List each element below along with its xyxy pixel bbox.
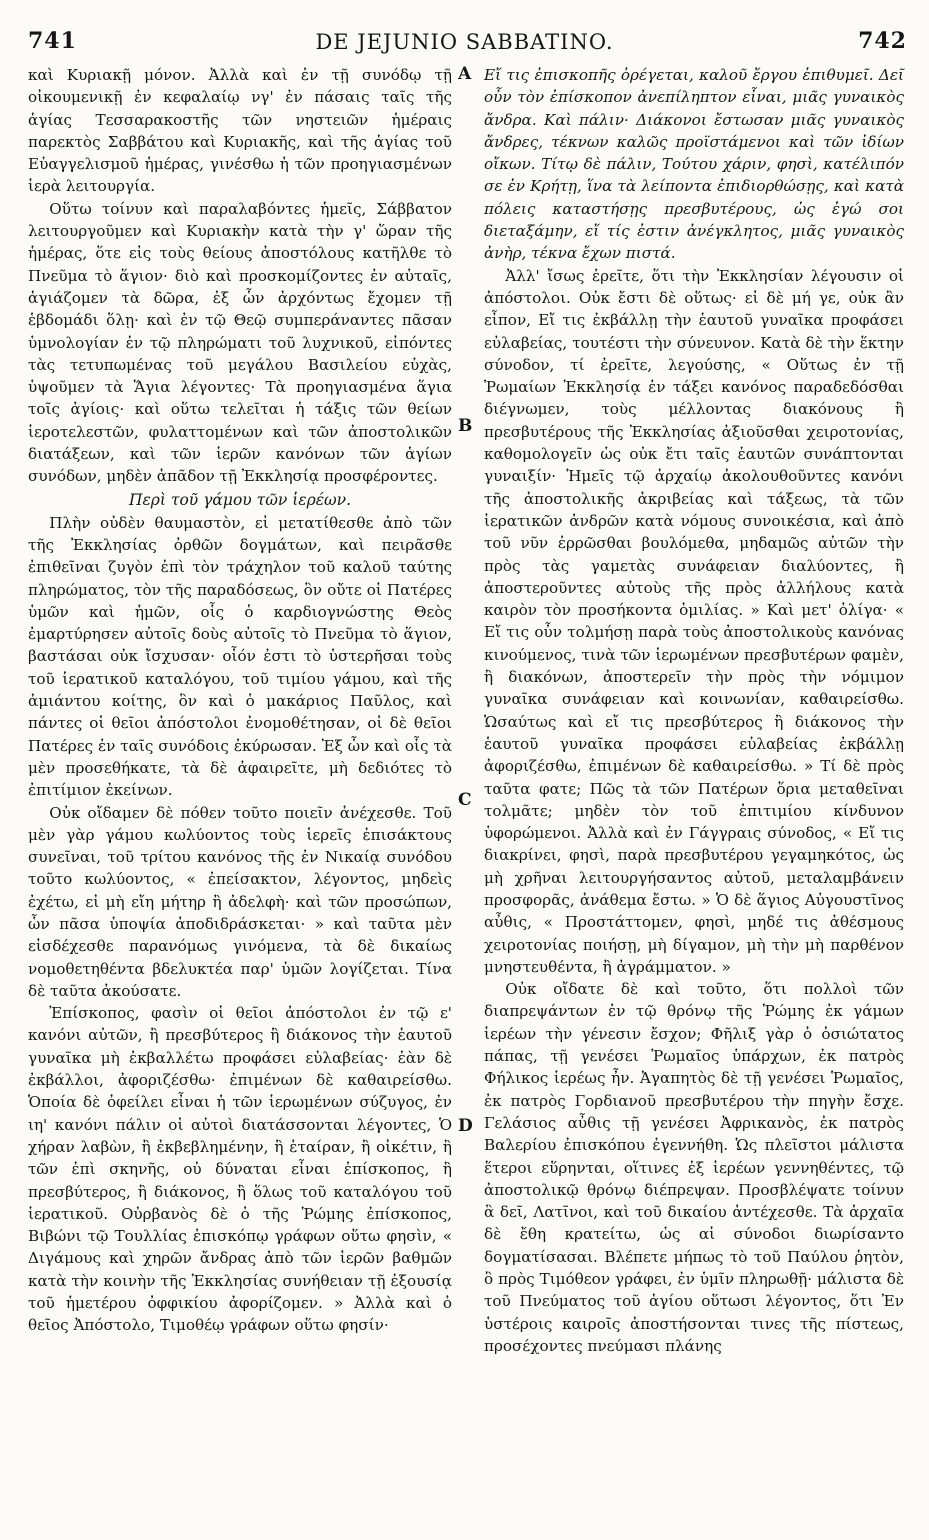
paragraph: Οὐκ οἴδαμεν δὲ πόθεν τοῦτο ποιεῖν ἀνέχεσθε. Τοῦ μὲν γὰρ γάμου κωλύοντος τοὺς ἱερεῖς ἐπισάκτους συνεῖναι, τοῦ τρίτου κανόνος τῆς ἐν Νικαίᾳ συνόδου τοῦτο κωλύοντος, « ἐπείσακτον, λέγοντος, μηδεὶς ἐχέτω, εἰ μὴ εἴη μήτηρ ἢ ἀδελφὴ· καὶ τῶν προσώπων, ὧν πᾶσα ὑποψία ἀποδιδράσκεται· » καὶ ταῦτα μὲν εἰσδέχεσθε παρανόμως γινόμενα, τὰ δὲ δικαίως νομοθετηθέντα βδελυκτέα παρ' ὑμῶν λογίζεται. Τίνα δὲ ταῦτα ἀκούσατε. [28,803,452,1000]
running-title: DE JEJUNIO SABBATINO. [315,30,614,54]
paragraph: Οὐκ οἴδατε δὲ καὶ τοῦτο, ὅτι πολλοὶ τῶν διαπρεψάντων ἐν τῷ θρόνῳ τῆς Ῥώμης ἐκ γάμων ἱερέων τὴν γένεσιν ἔσχον; Φῆλιξ γὰρ ὁ ὁσιώτατος πάπας, τῇ γενέσει Ῥωμαῖος ὑπάρχων, ἐκ πατρὸς Φήλικος ἱερέως ἦν. Ἀγαπητὸς δὲ τῇ γενέσει Ῥωμαῖος, ἐκ πατρὸς Γορδιανοῦ πρεσβυτέρου τὴν πηγὴν ἔσχε. Γελάσιος αὖθις τῇ γενέσει Ἀφρικανὸς, ἐκ πατρὸς Βαλερίου ἐπισκόπου ἐγεννήθη. Ὡς πλεῖστοι μάλιστα ἕτεροι εὕρηνται, οἵτινες ἐξ ἱερέων γεννηθέντες, τῷ ἀποστολικῷ θρόνῳ διέπρεψαν. Προσβλέψατε τοίνυν ἃ δεῖ, Λατῖνοι, καὶ τοῦ δικαίου ἀντέχεσθε. Τὰ ἀρχαῖα δὲ ἔθη κρατείτω, ὡς αἱ σύνοδοι διωρίσαντο δογματίσασαι. Βλέπετε μήπως τὸ τοῦ Παύλου ῥητὸν, ὃ πρὸς Τιμόθεον γράφει, ἐν ὑμῖν πληρωθῇ· μάλιστα δὲ τοῦ Πνεύματος τοῦ ἁγίου οὕτωσι λέγοντος, ὅτι Ἐν ὑστέροις καιροῖς ἀποστήσονται τινες τῆς πίστεως, προσέχοντες πνεύμασι πλάνης [484,980,904,1355]
left-column [28,64,452,1337]
margin-marker-d: D [458,1116,473,1136]
paragraph: Ἐπίσκοπος, φασὶν οἱ θεῖοι ἀπόστολοι ἐν τῷ ε' κανόνι αὐτῶν, ἢ πρεσβύτερος ἢ διάκονος τὴν ἑαυτοῦ γυναῖκα μὴ ἐκβαλλέτω προφάσει εὐλαβείας· ἐὰν δὲ ἐκβάλλοι, ἀφοριζέσθω· ἐπιμένων δὲ καθαιρείσθω. Ὁποία δὲ ὀφείλει εἶναι ἡ τῶν ἱερωμένων σύζυγος, ἐν ιη' κανόνι πάλιν οἱ αὐτοὶ διατάσσονται λέγοντες, Ὁ χήραν λαβὼν, ἢ ἐκβεβλημένην, ἢ ἑταίραν, ἢ οἰκέτιν, ἢ τῶν ἐπὶ σκηνῆς, οὐ δύναται εἶναι ἐπίσκοπος, ἢ πρεσβύτερος, ἢ διάκονος, ἢ ὅλως τοῦ καταλόγου τοῦ ἱερατικοῦ. Οὐρβανὸς δὲ ὁ τῆς Ῥώμης ἐπίσκοπος, Βιβώνι τῷ Τουλλίας ἐπισκόπῳ γράφων οὕτω φησὶν, « Διγάμους καὶ χηρῶν ἄνδρας ἀπὸ τῶν ἱερῶν βαθμῶν κατὰ τὴν κοινὴν τῆς Ἐκκλησίας συνήθειαν τῇ ἐξουσίᾳ τοῦ ἡμετέρου ὀφφικίου ἀφορίζομεν. » Ἀλλὰ καὶ ὁ θεῖος Ἀπόστολο, Τιμοθέῳ γράφων οὕτω φησίν· [28,1004,452,1335]
paragraph: Εἴ τις ἐπισκοπῆς ὀρέγεται, καλοῦ ἔργου ἐπιθυμεῖ. Δεῖ οὖν τὸν ἐπίσκοπον ἀνεπίληπτον εἶναι, μιᾶς γυναικὸς ἄνδρα. Καὶ πάλιν· Διάκονοι ἔστωσαν μιᾶς γυναικὸς ἄνδρες, τέκνων καλῶς προϊστάμενοι καὶ τῶν ἰδίων οἴκων. Τίτῳ δὲ πάλιν, Τούτου χάριν, φησὶ, κατέλιπόν σε ἐν Κρήτῃ, ἵνα τὰ λείποντα ἐπιδιορθώσῃς, καὶ κατὰ πόλεις καταστήσῃς πρεσβυτέρους, ὡς ἐγώ σοι διεταξάμην, εἴ τίς ἐστιν ἀνέγκλητος, μιᾶς γυναικὸς ἀνὴρ, τέκνα ἔχων πιστά. [484,66,904,263]
paragraph: Οὕτω τοίνυν καὶ παραλαβόντες ἡμεῖς, Σάββατον λειτουργοῦμεν καὶ Κυριακὴν κατὰ τὴν γ' ὥραν τῆς ἡμέρας, ὅτε εἰς τοὺς θείους ἀποστόλους κατῆλθε τὸ Πνεῦμα τὸ ἅγιον· διὸ καὶ προσκομίζοντες ἐν αὐταῖς, ἁγιάζομεν τὰ δῶρα, ἐξ ὧν ἀρχόντως ἔχομεν τῇ ἑβδομάδι ὅλῃ· καὶ ἐν τῷ Θεῷ συμπεράναντες πᾶσαν ὑμνολογίαν ἐν τῷ πληρώματι τοῦ λυχνικοῦ, εἰπόντες τὰς τετυπωμένας τοῦ μεγάλου Βασιλείου εὐχὰς, ὑψοῦμεν τὰ Ἅγια λέγοντες· Τὰ προηγιασμένα ἅγια τοῖς ἁγίοις· καὶ οὕτω τελεῖται ἡ τάξις τῶν θείων ἱεροτελεστῶν, φυλαττομένων καὶ τῶν ἀποστολικῶν διατάξεων, καὶ τῶν ἱερῶν κανόνων τῶν ἁγίων συνόδων, μηδὲν ἀπᾶδον τῇ Ἐκκλησίᾳ προσφέροντες. [28,199,452,486]
margin-marker-b: B [458,416,473,436]
margin-marker-c: C [458,790,472,810]
paragraph: Πλὴν οὐδὲν θαυμαστὸν, εἰ μετατίθεσθε ἀπὸ τῶν τῆς Ἐκκλησίας ὀρθῶν δογμάτων, καὶ πειρᾶσθε ἐπιθεῖναι ζυγὸν ἐπὶ τὸν τράχηλον τοῦ καλοῦ ταύτης πληρώματος, τὸν τῆς παραδόσεως, ὃν οὔτε οἱ Πατέρες ὑμῶν καὶ ἡμῶν, οἷς ὁ καρδιογνώστης Θεὸς ἐμαρτύρησεν αὐτοῖς δοὺς αὐτοῖς τὸ Πνεῦμα τὸ ἅγιον, βαστάσαι οὐκ ἴσχυσαν· οἷόν ἐστι τὸ ὑστερῆσαι τοὺς τοῦ ἱερατικοῦ καταλόγου, τοῦ τιμίου γάμου, καὶ τῆς ἀμιάντου κοίτης, ὃν καὶ ὁ μακάριος Παῦλος, καὶ πάντες οἱ θεῖοι ἀπόστολοι ἐνομοθέτησαν, οἱ δὲ θεῖοι Πατέρες ἐν ταῖς συνόδοις ἐκύρωσαν. Ἐξ ὧν καὶ οἷς τὰ μὲν προσεθήκατε, τὰ δὲ ἀφαιρεῖτε, μὴ δεδιότες τὸ ἐπιτίμιον ἐκείνων. [28,513,452,800]
paragraph: καὶ Κυριακῇ μόνον. Ἀλλὰ καὶ ἐν τῇ συνόδῳ τῇ οἰκουμενικῇ ἐν κεφαλαίῳ νγ' ἐν πάσαις ταῖς τῆς ἁγίας Τεσσαρακοστῆς τῶν νηστειῶν ἡμέραις παρεκτὸς Σαββάτου καὶ Κυριακῆς, καὶ τῆς ἁγίας τοῦ Εὐαγγελισμοῦ ἡμέρας, γινέσθω ἡ τῶν προηγιασμένων ἱερὰ λειτουργία. [28,66,452,196]
section-heading: Περὶ τοῦ γάμου τῶν ἱερέων. [128,490,352,509]
margin-marker-a: A [458,64,472,84]
right-column [484,64,904,1357]
page-header [0,28,929,62]
paragraph: Ἀλλ' ἴσως ἐρεῖτε, ὅτι τὴν Ἐκκλησίαν λέγουσιν οἱ ἀπόστολοι. Οὐκ ἔστι δὲ οὕτως· εἰ δὲ μή γε, οὐκ ἂν εἶπον, Εἴ τις ἐκβάλλῃ τὴν ἑαυτοῦ γυναῖκα προφάσει εὐλαβείας, τουτέστι τὴν σύνευνον. Κατὰ δὲ τὴν ἕκτην σύνοδον, τί ἐρεῖτε, λεγούσης, « Οὕτως ἐν τῇ Ῥωμαίων Ἐκκλησίᾳ ἐν τάξει κανόνος παραδεδόσθαι διέγνωμεν, τοὺς μέλλοντας διακόνους ἢ πρεσβυτέρους τῆς Ἐκκλησίας ἀξιοῦσθαι χειροτονίας, καθομολογεῖν ὡς οὐκ ἔτι ταῖς ἑαυτῶν συνάπτονται γυναιξίν· Ἡμεῖς τῷ ἀρχαίῳ ἀκολουθοῦντες κανόνι τῆς ἀποστολικῆς ἀκριβείας καὶ τάξεως, τὰ τῶν ἱερατικῶν ἀνδρῶν κατὰ νόμους συνοικέσια, καὶ ἀπὸ τοῦ νῦν ἐρρῶσθαι βουλόμεθα, μηδαμῶς αὐτῶν τὴν πρὸς τὰς γαμετὰς συνάφειαν διαλύοντες, ἢ ἀποστεροῦντες αὐτοὺς τῆς πρὸς ἀλλήλους κατὰ καιρὸν τὸν προσήκοντα ὁμιλίας. » Καὶ μετ' ὀλίγα· « Εἴ τις οὖν τολμήσῃ παρὰ τοὺς ἀποστολικοὺς κανόνας κινούμενος, τινὰ τῶν ἱερωμένων πρεσβυτέρων φαμὲν, ἢ διακόνων, ἀποστερεῖν τὴν πρὸς τὴν νόμιμον γυναῖκα συνάφειαν καὶ κοινωνίαν, καθαιρείσθω. Ὡσαύτως καὶ εἴ τις πρεσβύτερος ἢ διάκονος τὴν ἑαυτοῦ γυναῖκα προφάσει εὐλαβείας ἐκβάλλῃ ἀφοριζέσθω, ἐπιμένων δὲ καθαιρείσθω. » Τί δὲ πρὸς ταῦτα φατε; Πῶς τὰ τῶν Πατέρων ὅρια μεταθεῖναι τολμᾶτε; μηδὲν τὸν τοῦ ἐπιτιμίου κίνδυνον ὑφορώμενοι. Ἀλλὰ καὶ ἐν Γάγγραις σύνοδος, « Εἴ τις διακρίνει, φησὶ, παρὰ πρεσβυτέρου γεγαμηκότος, ὡς μὴ χρῆναι λειτουργήσαντος αὐτοῦ, μεταλαμβάνειν προσφορᾶς, ἀνάθεμα ἔστω. » Ὁ δὲ ἅγιος Αὐγουστῖνος αὖθις, « Προστάττομεν, φησὶ, μηδέ τις ἀθέσμους χειροτονίας ποιήσῃ, μὴ δίγαμον, μὴ τὴν μὴ παρθένον μνηστευθέντα, ἢ ἀγράμματον. » [484,266,904,976]
page-number-right: 742 [858,28,907,54]
page-number-left: 741 [28,28,77,54]
